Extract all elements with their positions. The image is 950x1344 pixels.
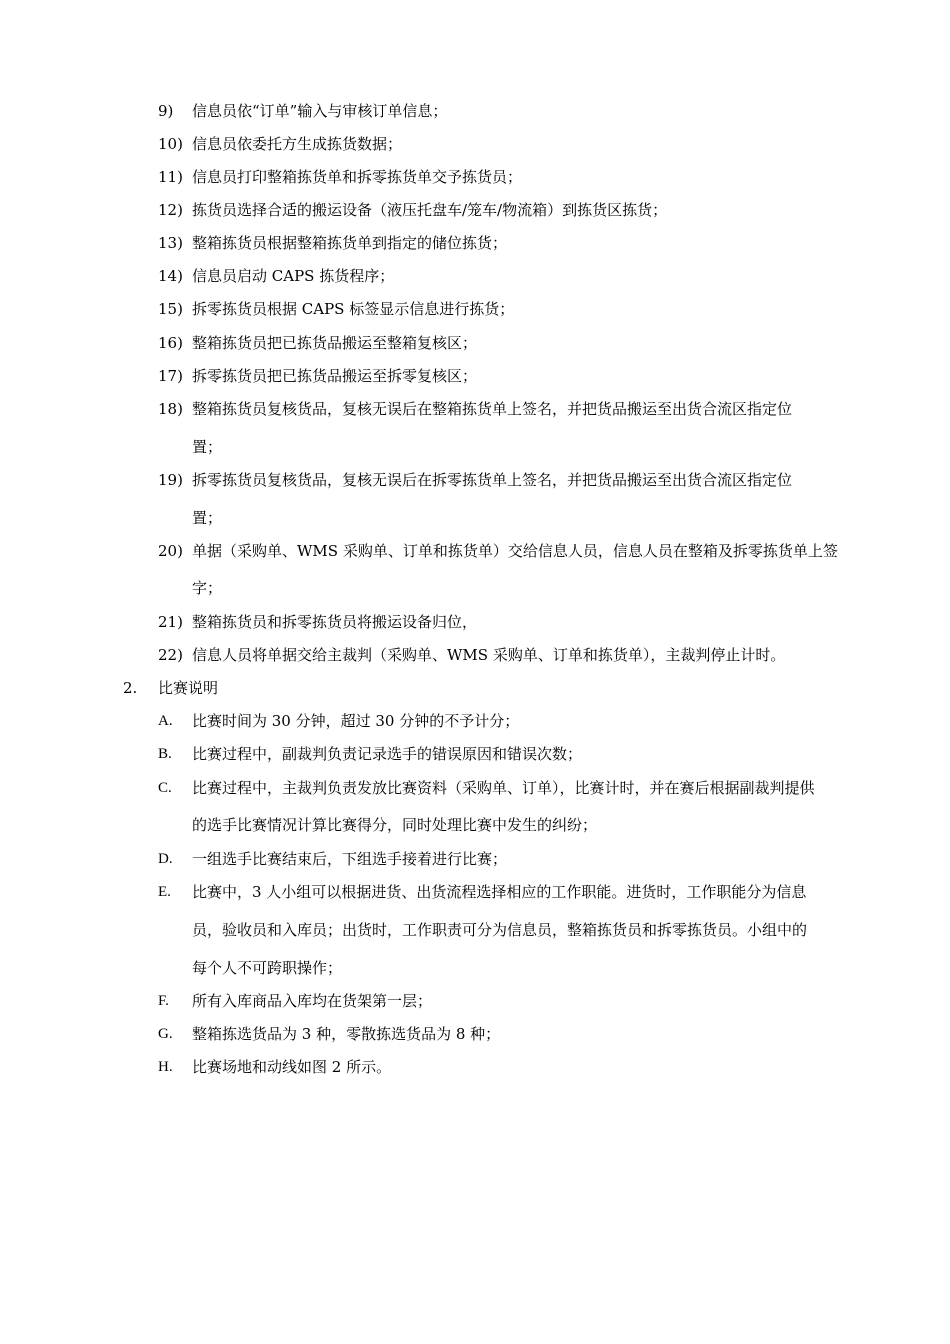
item-number: 19): [158, 471, 183, 489]
item-text: 拆零拣货员把已拣货品搬运至拆零复核区；: [192, 367, 478, 385]
item-number: 9): [158, 102, 174, 120]
item-text: 拆零拣货员根据 CAPS 标签显示信息进行拣货；: [192, 300, 515, 318]
item-letter: C.: [158, 780, 172, 796]
item-number: 20): [158, 542, 183, 560]
item-letter: F.: [158, 993, 169, 1009]
item-number: 13): [158, 234, 183, 252]
item-text: 信息员打印整箱拣货单和拆零拣货单交予拣货员；: [192, 168, 523, 186]
item-text: 所有入库商品入库均在货架第一层；: [192, 992, 433, 1010]
item-number: 12): [158, 201, 183, 219]
item-number: 15): [158, 300, 183, 318]
item-number: 16): [158, 334, 183, 352]
item-number: 21): [158, 613, 183, 631]
item-number: 14): [158, 267, 183, 285]
item-text: 信息人员将单据交给主裁判（采购单、WMS 采购单、订单和拣货单），主裁判停止计时。: [192, 646, 786, 664]
item-text: 整箱拣货员根据整箱拣货单到指定的储位拣货；: [192, 234, 508, 252]
item-letter: B.: [158, 746, 172, 762]
item-number: 18): [158, 400, 183, 418]
item-number: 22): [158, 646, 183, 664]
item-text: 比赛过程中，主裁判负责发放比赛资料（采购单、订单），比赛计时，并在赛后根据副裁判提供: [192, 779, 815, 797]
item-letter: D.: [158, 851, 173, 867]
item-text: 置；: [192, 509, 223, 527]
item-letter: H.: [158, 1059, 173, 1075]
item-number: 11): [158, 168, 183, 186]
item-text: 的选手比赛情况计算比赛得分，同时处理比赛中发生的纠纷；: [192, 816, 598, 834]
item-text: 整箱拣货员和拆零拣货员将搬运设备归位，: [192, 613, 478, 631]
item-text: 比赛时间为 30 分钟，超过 30 分钟的不予计分；: [192, 712, 520, 730]
item-letter: A.: [158, 713, 173, 729]
item-text: 比赛过程中，副裁判负责记录选手的错误原因和错误次数；: [192, 745, 583, 763]
item-text: 比赛场地和动线如图 2 所示。: [192, 1058, 392, 1076]
item-text: 置；: [192, 438, 223, 456]
item-text: 信息员依委托方生成拣货数据；: [192, 135, 403, 153]
item-text: 整箱拣货员复核货品，复核无误后在整箱拣货单上签名，并把货品搬运至出货合流区指定位: [192, 400, 793, 418]
item-text: 一组选手比赛结束后，下组选手接着进行比赛；: [192, 850, 508, 868]
item-text: 拣货员选择合适的搬运设备（液压托盘车/笼车/物流箱）到拣货区拣货；: [192, 201, 668, 219]
item-text: 单据（采购单、WMS 采购单、订单和拣货单）交给信息人员，信息人员在整箱及拆零拣货单上签: [192, 542, 838, 560]
item-letter: E.: [158, 884, 171, 900]
item-text: 字；: [192, 579, 223, 597]
item-number: 10): [158, 135, 183, 153]
item-number: 17): [158, 367, 183, 385]
section-number: 2.: [123, 679, 138, 697]
item-letter: G.: [158, 1026, 173, 1042]
item-text: 比赛中，3 人小组可以根据进货、出货流程选择相应的工作职能。进货时，工作职能分为信息: [192, 883, 807, 901]
item-text: 整箱拣选货品为 3 种，零散拣选货品为 8 种；: [192, 1025, 501, 1043]
item-text: 整箱拣货员把已拣货品搬运至整箱复核区；: [192, 334, 478, 352]
item-text: 员，验收员和入库员；出货时，工作职责可分为信息员，整箱拣货员和拆零拣货员。小组中的: [192, 921, 808, 939]
item-text: 信息员依“订单”输入与审核订单信息；: [192, 102, 448, 120]
item-text: 信息员启动 CAPS 拣货程序；: [192, 267, 395, 285]
item-text: 每个人不可跨职操作；: [192, 959, 343, 977]
section-title: 比赛说明: [158, 679, 219, 697]
item-text: 拆零拣货员复核货品，复核无误后在拆零拣货单上签名，并把货品搬运至出货合流区指定位: [192, 471, 793, 489]
